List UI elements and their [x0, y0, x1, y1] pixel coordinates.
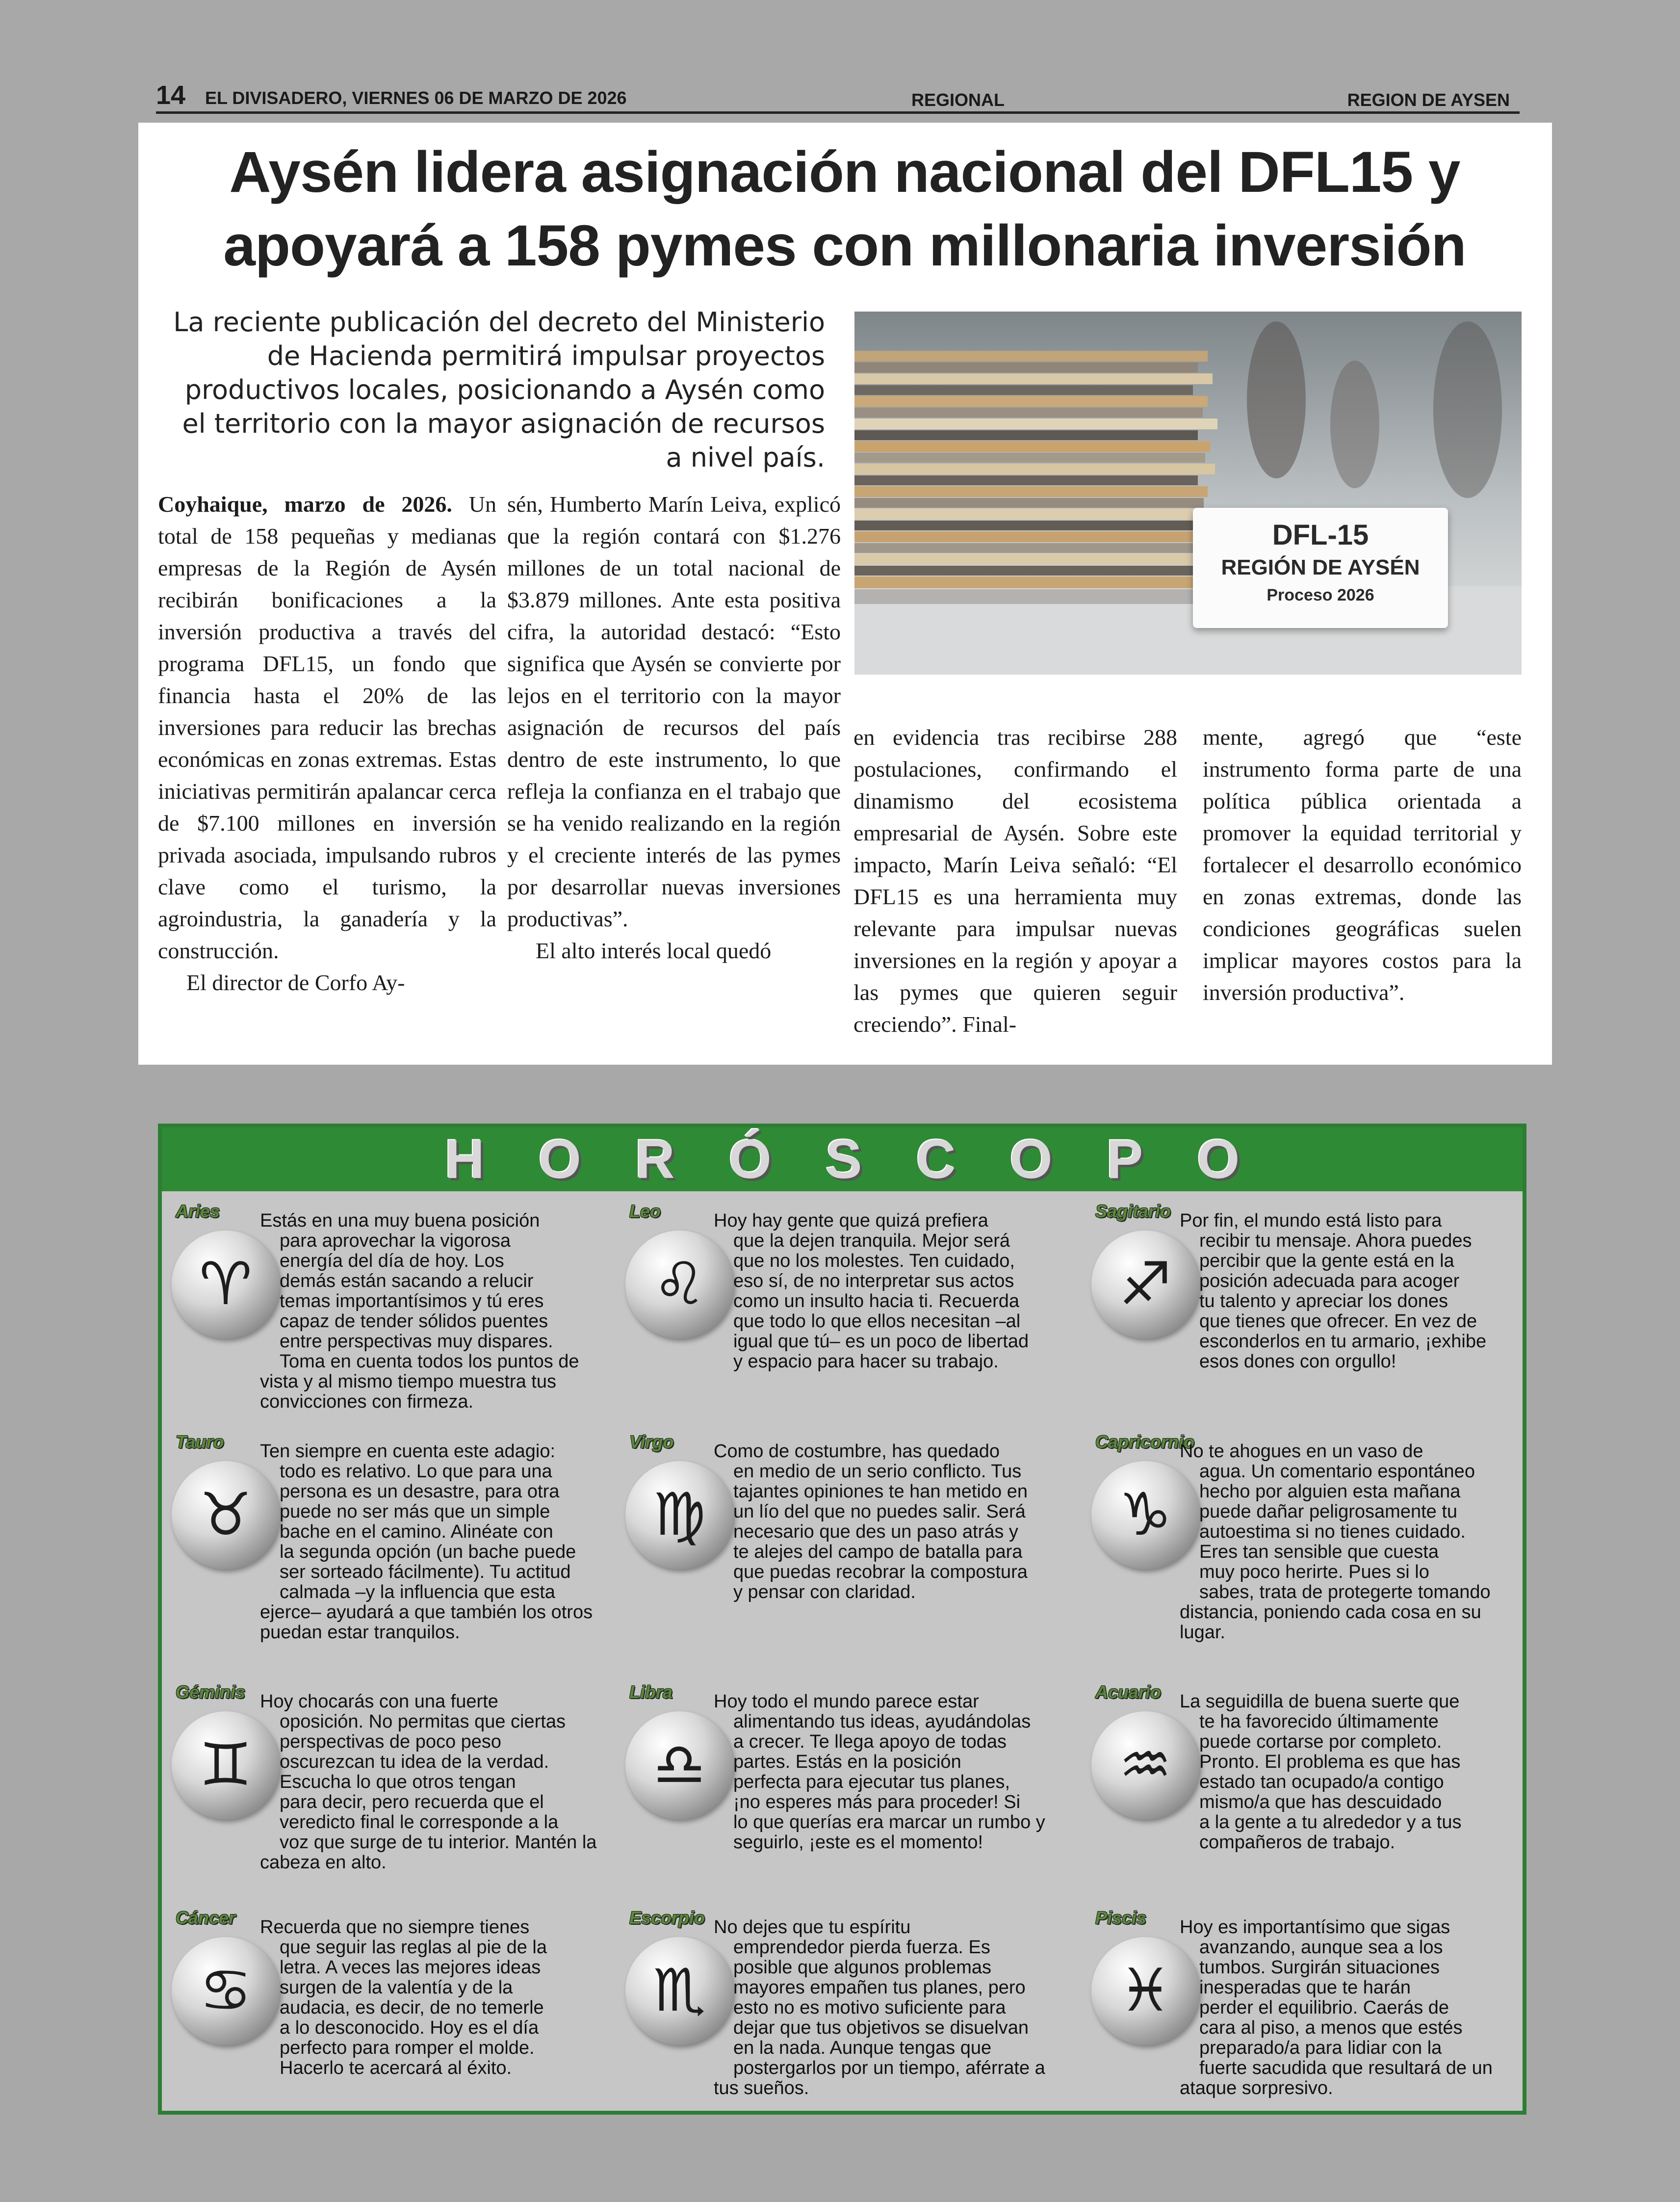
sign-label: Tauro	[176, 1432, 224, 1452]
sign-text-line: veredicto final le corresponde a la	[280, 1812, 559, 1833]
sign-text-line: lo que querías era marcar un rumbo y	[733, 1812, 1045, 1833]
sign-text-line: convicciones con firmeza.	[260, 1391, 474, 1412]
sign-label: Libra	[629, 1682, 673, 1702]
sign-text	[1160, 1211, 1533, 1372]
capricorn-goat-icon: ♑	[1119, 1481, 1172, 1549]
sign-text-line: compañeros de trabajo.	[1199, 1832, 1396, 1853]
sign-text-line: oscurezcan tu idea de la verdad.	[280, 1752, 549, 1772]
region-name: REGION DE AYSEN	[1347, 90, 1510, 110]
sign-text-line: No te ahogues en un vaso de	[1180, 1441, 1423, 1462]
sign-text-line: autoestima si no tienes cuidado.	[1199, 1521, 1466, 1542]
column-1-paragraph-1	[158, 488, 496, 967]
sign-text	[1160, 1692, 1533, 1853]
sign-label: Virgo	[629, 1432, 674, 1452]
sign-text-line: Estás en una muy buena posición	[260, 1210, 540, 1231]
sign-text-line: ¡no esperes más para proceder! Si	[733, 1792, 1021, 1812]
sign-capricornio	[1082, 1432, 1533, 1657]
sign-text	[1160, 1917, 1533, 2098]
sign-sagitario	[1082, 1201, 1533, 1427]
sign-text-line: en la nada. Aunque tengas que	[733, 2038, 992, 2058]
sign-text-line: Por fin, el mundo está listo para	[1180, 1210, 1442, 1231]
sign-text-line: mismo/a que has descuidado	[1199, 1792, 1442, 1812]
sign-label: Leo	[629, 1201, 661, 1221]
article-lead: Coyhaique, marzo de 2026.	[158, 492, 452, 517]
aquarius-water-bearer-icon: ♒	[1119, 1731, 1172, 1799]
sign-text-line: perspectivas de poco peso	[280, 1731, 502, 1752]
sign-text-line: distancia, poniendo cada cosa en su	[1180, 1602, 1481, 1623]
leo-lion-icon: ♌	[653, 1250, 706, 1318]
sign-text-line: perder el equilibrio. Caerás de	[1199, 1997, 1449, 2018]
sign-text-line: esconderlos en tu armario, ¡exhibe	[1199, 1331, 1487, 1352]
sign-text-line: tus sueños.	[714, 2078, 809, 2098]
sign-text-line: temas importantísimos y tú eres	[280, 1291, 544, 1311]
sign-text-line: agua. Un comentario espontáneo	[1199, 1461, 1475, 1482]
virgo-maiden-icon: ♍	[653, 1481, 706, 1549]
sign-text-line: puede cortarse por completo.	[1199, 1731, 1442, 1752]
sign-text-line: que todo lo que ellos necesitan –al	[733, 1311, 1021, 1332]
sign-cancer	[162, 1908, 613, 2133]
sign-piscis	[1082, 1908, 1533, 2133]
gemini-twins-icon: ♊	[199, 1731, 252, 1799]
sign-text-line: posible que algunos problemas	[733, 1957, 992, 1978]
sign-aries	[162, 1201, 613, 1427]
sign-text-line: que seguir las reglas al pie de la	[280, 1937, 547, 1958]
sign-text-line: inesperadas que te harán	[1199, 1977, 1411, 1998]
sagittarius-archer-icon: ♐	[1119, 1250, 1172, 1318]
sign-text-line: capaz de tender sólidos puentes	[280, 1311, 548, 1332]
sign-text-line: sabes, trata de protegerte tomando	[1199, 1582, 1491, 1602]
sign-text-line: avanzando, aunque sea a los	[1199, 1937, 1443, 1958]
sign-text-line: un lío del que no puedes salir. Será	[733, 1501, 1026, 1522]
sign-line-2: REGIÓN DE AYSÉN	[1221, 555, 1420, 579]
sign-text-line: esto no es motivo suficiente para	[733, 1997, 1006, 2018]
sign-text-line: calmada –y la influencia que esta	[280, 1582, 555, 1602]
sign-text-line: Recuerda que no siempre tienes	[260, 1917, 530, 1938]
sign-text-line: surgen de la valentía y de la	[280, 1977, 513, 1998]
sign-label: Cáncer	[176, 1908, 236, 1928]
sign-virgo	[616, 1432, 1067, 1657]
sign-text-line: oposición. No permitas que ciertas	[280, 1711, 566, 1732]
sign-text	[240, 1692, 613, 1873]
sign-text-line: ser sorteado fácilmente). Tu actitud	[280, 1562, 571, 1582]
article-photo	[854, 312, 1522, 675]
sign-text-line: preparado/a para lidiar con la	[1199, 2038, 1442, 2058]
column-4-paragraph-1: mente, agregó que “este instrumento forma parte de una política pública orientada a promover la equidad territorial y fortalecer el desarrollo económico en zonas extremas, donde las condiciones geográficas suelen implicar mayores costos para la inversión productiva”.	[1203, 725, 1522, 1005]
sign-text	[694, 1917, 1067, 2098]
sign-label: Géminis	[176, 1682, 246, 1702]
sign-label: Aries	[176, 1201, 220, 1221]
sign-text-line: bache en el camino. Alinéate con	[280, 1521, 553, 1542]
sign-text-line: Pronto. El problema es que has	[1199, 1752, 1461, 1772]
sign-text-line: igual que tú– es un poco de libertad	[733, 1331, 1029, 1352]
dfl15-sign	[1193, 508, 1448, 628]
sign-text-line: y espacio para hacer su trabajo.	[733, 1351, 999, 1372]
pisces-fish-icon: ♓	[1119, 1957, 1172, 2025]
sign-label: Capricornio	[1095, 1432, 1195, 1452]
sign-text-line: que no los molestes. Ten cuidado,	[733, 1251, 1015, 1271]
sign-text-line: Toma en cuenta todos los puntos de	[280, 1351, 579, 1372]
sign-text-line: estado tan ocupado/a contigo	[1199, 1772, 1444, 1792]
sign-text-line: energía del día de hoy. Los	[280, 1251, 504, 1271]
sign-label: Sagitario	[1095, 1201, 1171, 1221]
sign-text-line: cabeza en alto.	[260, 1852, 387, 1873]
article-column-3	[853, 721, 1177, 1040]
article-deck: La reciente publicación del decreto del Ministerio de Hacienda permitirá impulsar proyectos productivos locales, posicionando a Aysén como el territorio con la mayor asignación de recursos a nivel país.	[173, 307, 825, 473]
headline	[168, 135, 1522, 283]
sign-text-line: ataque sorpresivo.	[1180, 2078, 1333, 2098]
article-column-1	[158, 488, 496, 998]
sign-text-line: tajantes opiniones te han metido en	[733, 1481, 1028, 1502]
page-number: 14	[156, 80, 186, 110]
dateline: EL DIVISADERO, VIERNES 06 DE MARZO DE 2026	[205, 88, 627, 108]
column-1-paragraph-2: El director de Corfo Ay-	[186, 970, 405, 995]
sign-line-3: Proceso 2026	[1266, 586, 1374, 604]
sign-text-line: Como de costumbre, has quedado	[714, 1441, 1000, 1462]
headline-line-1: Aysén lidera asignación nacional del DFL15 y	[229, 140, 1460, 205]
aries-ram-icon: ♈	[199, 1250, 252, 1318]
sign-text-line: cara al piso, a menos que estés	[1199, 2018, 1463, 2038]
sign-text-line: entre perspectivas muy dispares.	[280, 1331, 553, 1352]
column-1-body: Un total de 158 pequeñas y medianas empresas de la Región de Aysén recibirán bonificaciones a la inversión productiva a través del programa DFL15, un fondo que financia hasta el 20% de las inversiones para reducir las brechas económicas en zonas extremas. Estas iniciativas permitirán apalancar cerca de $7.100 millones en inversión privada asociada, impulsando rubros clave como el turismo, la agroindustria, la ganadería y la construcción.	[158, 492, 496, 963]
sign-text-line: Eres tan sensible que cuesta	[1199, 1542, 1439, 1562]
horoscope-section	[158, 1124, 1526, 2115]
sign-text-line: para decir, pero recuerda que el	[280, 1792, 544, 1812]
column-2-paragraph-2: El alto interés local quedó	[536, 938, 772, 963]
sign-text-line: mayores empañen tus planes, pero	[733, 1977, 1026, 1998]
sign-text-line: y pensar con claridad.	[733, 1582, 916, 1602]
sign-text-line: esos dones con orgullo!	[1199, 1351, 1396, 1372]
sign-text-line: Hoy todo el mundo parece estar	[714, 1691, 979, 1712]
sign-libra	[616, 1682, 1067, 1908]
sign-text-line: dejar que tus objetivos se disuelvan	[733, 2018, 1029, 2038]
sign-text-line: a crecer. Te llega apoyo de todas	[733, 1731, 1007, 1752]
sign-text-line: Escucha lo que otros tengan	[280, 1772, 516, 1792]
libra-scales-icon: ♎	[653, 1731, 706, 1799]
sign-leo	[616, 1201, 1067, 1427]
sign-text-line: La seguidilla de buena suerte que	[1180, 1691, 1460, 1712]
sign-text-line: todo es relativo. Lo que para una	[280, 1461, 552, 1482]
sign-text-line: te alejes del campo de batalla para	[733, 1542, 1023, 1562]
sign-text-line: posición adecuada para acoger	[1199, 1271, 1460, 1291]
sign-text-line: que la dejen tranquila. Mejor será	[733, 1231, 1010, 1251]
sign-text-line: a la gente a tu alrededor y a tus	[1199, 1812, 1462, 1833]
sign-text-line: hecho por alguien esta mañana	[1199, 1481, 1461, 1502]
sign-text-line: Hoy hay gente que quizá prefiera	[714, 1210, 988, 1231]
sign-text	[1160, 1442, 1533, 1643]
sign-text-line: recibir tu mensaje. Ahora puedes	[1199, 1231, 1472, 1251]
sign-text-line: persona es un desastre, para otra	[280, 1481, 560, 1502]
sign-text-line: fuerte sacudida que resultará de un	[1199, 2058, 1493, 2078]
sign-text-line: como un insulto hacia ti. Recuerda	[733, 1291, 1019, 1311]
sign-text-line: en medio de un serio conflicto. Tus	[733, 1461, 1022, 1482]
sign-line-1: DFL-15	[1272, 519, 1369, 551]
section-name: REGIONAL	[911, 90, 1005, 110]
headline-line-2: apoyará a 158 pymes con millonaria inversión	[223, 213, 1466, 278]
article-column-4	[1203, 721, 1522, 1008]
sign-text-line: que puedas recobrar la compostura	[733, 1562, 1028, 1582]
sign-text-line: Hoy chocarás con una fuerte	[260, 1691, 498, 1712]
sign-text	[240, 1211, 613, 1412]
sign-text-line: partes. Estás en la posición	[733, 1752, 961, 1772]
sign-acuario	[1082, 1682, 1533, 1908]
sign-text-line: puede no ser más que un simple	[280, 1501, 550, 1522]
sign-text-line: No dejes que tu espíritu	[714, 1917, 911, 1938]
taurus-bull-icon: ♉	[199, 1481, 252, 1549]
sign-text-line: letra. A veces las mejores ideas	[280, 1957, 541, 1978]
sign-text-line: puede dañar peligrosamente tu	[1199, 1501, 1458, 1522]
sign-label: Escorpio	[629, 1908, 705, 1928]
sign-text-line: tumbos. Surgirán situaciones	[1199, 1957, 1440, 1978]
sign-text-line: la segunda opción (un bache puede	[280, 1542, 576, 1562]
scorpio-scorpion-icon: ♏	[653, 1957, 706, 2025]
sign-text-line: necesario que des un paso atrás y	[733, 1521, 1018, 1542]
sign-text-line: que tienes que ofrecer. En vez de	[1199, 1311, 1477, 1332]
sign-text-line: Hoy es importantísimo que sigas	[1180, 1917, 1450, 1938]
sign-text-line: seguirlo, ¡este es el momento!	[733, 1832, 983, 1853]
sign-text	[240, 1442, 613, 1643]
sign-text-line: voz que surge de tu interior. Mantén la	[280, 1832, 597, 1853]
sign-text-line: ejerce– ayudará a que también los otros	[260, 1602, 593, 1623]
sign-text-line: perfecto para romper el molde.	[280, 2038, 535, 2058]
sign-text-line: lugar.	[1180, 1622, 1225, 1643]
sign-label: Acuario	[1095, 1682, 1162, 1702]
article-column-2	[507, 488, 841, 967]
sign-text-line: alimentando tus ideas, ayudándolas	[733, 1711, 1031, 1732]
sign-text-line: puedan estar tranquilos.	[260, 1622, 460, 1643]
sign-escorpio	[616, 1908, 1067, 2133]
sign-text-line: perfecta para ejecutar tus planes,	[733, 1772, 1010, 1792]
sign-text-line: demás están sacando a relucir	[280, 1271, 534, 1291]
sign-text-line: te ha favorecido últimamente	[1199, 1711, 1439, 1732]
sign-text	[694, 1442, 1067, 1602]
sign-text	[694, 1692, 1067, 1853]
sign-text	[694, 1211, 1067, 1372]
sign-text-line: para aprovechar la vigorosa	[280, 1231, 511, 1251]
sign-text	[240, 1917, 613, 2078]
sign-text-line: postergarlos por un tiempo, aférrate a	[733, 2058, 1045, 2078]
sign-text-line: tu talento y apreciar los dones	[1199, 1291, 1448, 1311]
horoscope-title: HORÓSCOPO	[444, 1128, 1294, 1190]
sign-text-line: emprendedor pierda fuerza. Es	[733, 1937, 990, 1958]
sign-tauro	[162, 1432, 613, 1657]
sign-text-line: Hacerlo te acercará al éxito.	[280, 2058, 512, 2078]
sign-text-line: a lo desconocido. Hoy es el día	[280, 2018, 539, 2038]
cancer-crab-icon: ♋	[199, 1957, 252, 2025]
sign-geminis	[162, 1682, 613, 1908]
sign-text-line: percibir que la gente está en la	[1199, 1251, 1454, 1271]
column-3-paragraph-1: en evidencia tras recibirse 288 postulaciones, confirmando el dinamismo del ecosistema empresarial de Aysén. Sobre este impacto, Marín Leiva señaló: “El DFL15 es una herramienta muy relevante para impulsar nuevas inversiones en la región y apoyar a las pymes que quieren seguir creciendo”. Final-	[853, 725, 1177, 1037]
column-2-paragraph-1: sén, Humberto Marín Leiva, explicó que la región contará con $1.276 millones de un total nacional de $3.879 millones. Ante esta positiva cifra, la autoridad destacó: “Esto significa que Aysén se convierte por lejos en el territorio con la mayor asignación de recursos del país dentro de este instrumento, lo que refleja la confianza en el trabajo que se ha venido realizando en la región y el creciente interés de las pymes por desarrollar nuevas inversiones productivas”.	[507, 492, 841, 931]
sign-text-line: vista y al mismo tiempo muestra tus	[260, 1371, 556, 1392]
sign-text-line: muy poco herirte. Pues si lo	[1199, 1562, 1429, 1582]
sign-text-line: audacia, es decir, de no temerle	[280, 1997, 544, 2018]
sign-text-line: eso sí, de no interpretar sus actos	[733, 1271, 1014, 1291]
sign-label: Piscis	[1095, 1908, 1147, 1928]
sign-text-line: Ten siempre en cuenta este adagio:	[260, 1441, 556, 1462]
page-header	[156, 80, 1520, 114]
article	[138, 123, 1552, 1065]
